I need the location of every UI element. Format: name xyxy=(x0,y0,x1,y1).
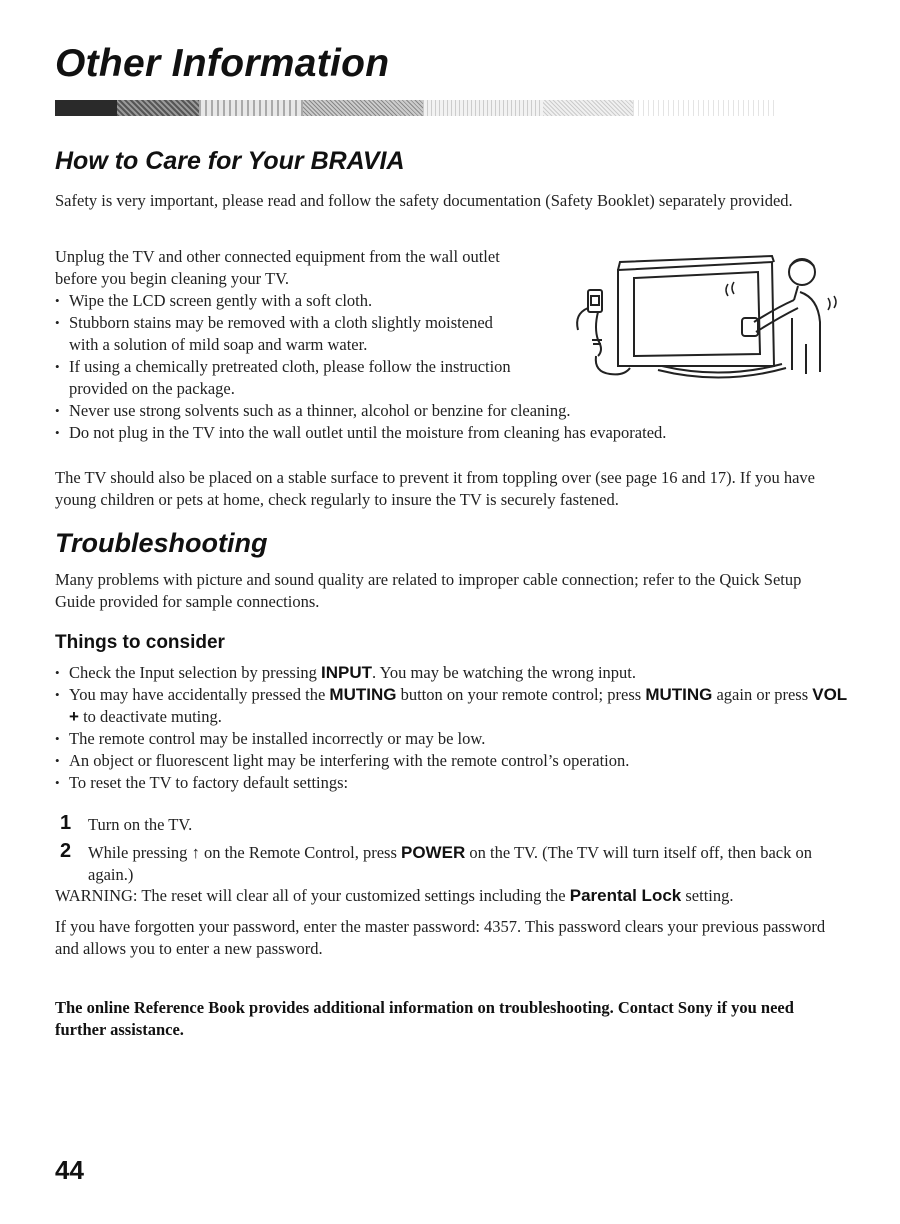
step-item: 2 While pressing ↑ on the Remote Control, press POWER on the TV. (The TV will turn itself off, then back on again.) xyxy=(60,840,812,884)
password-note: If you have forgotten your password, enter the master password: 4357. This password clears your previous password and allows you to enter a new password. xyxy=(55,917,826,958)
stable-surface-note: The TV should also be placed on a stable surface to prevent it from toppling over (see page 16 and 17). If you have young children or pets at home, check regularly to insure the TV is securely fastened. xyxy=(55,468,815,509)
tv-cleaning-illustration xyxy=(562,248,862,388)
reference-book-note: The online Reference Book provides additional information on troubleshooting. Contact Sony if you need further assistance. xyxy=(55,998,794,1039)
things-to-consider-heading: Things to consider xyxy=(55,632,225,653)
unplug-line: before you begin cleaning your TV. xyxy=(55,269,289,288)
unplug-line: Unplug the TV and other connected equipment from the wall outlet xyxy=(55,247,500,266)
parental-lock-keyword: Parental Lock xyxy=(569,886,682,905)
muting-keyword: MUTING xyxy=(645,685,713,704)
vol-plus-keyword: VOL + xyxy=(69,685,847,726)
section-title: Other Information xyxy=(55,42,390,85)
troubleshooting-intro: Many problems with picture and sound quality are related to improper cable connection; refer to the Quick Setup Guide provided for sample connections. xyxy=(55,570,802,611)
unplug-note xyxy=(55,246,555,290)
care-intro: Safety is very important, please read and follow the safety documentation (Safety Booklet) separately provided. xyxy=(55,191,793,210)
page-number: 44 xyxy=(55,1155,84,1185)
list-item: • Wipe the LCD screen gently with a soft cloth. xyxy=(55,290,855,312)
input-keyword: INPUT xyxy=(321,663,373,682)
troubleshooting-title: Troubleshooting xyxy=(55,528,268,558)
muting-keyword: MUTING xyxy=(329,685,397,704)
list-item: • An object or fluorescent light may be interfering with the remote control’s operation. xyxy=(55,750,855,772)
list-item: • Do not plug in the TV into the wall outlet until the moisture from cleaning has evaporated. xyxy=(55,422,855,444)
list-item: • Stubborn stains may be removed with a cloth slightly moistened with a solution of mild soap and warm water. xyxy=(55,312,855,356)
list-item: • You may have accidentally pressed the MUTING button on your remote control; press MUTING again or press VOL + to deactivate muting. xyxy=(55,684,855,728)
power-keyword: POWER xyxy=(401,843,466,862)
list-item: • Never use strong solvents such as a thinner, alcohol or benzine for cleaning. xyxy=(55,400,855,422)
list-item: • To reset the TV to factory default settings: xyxy=(55,772,855,794)
header-decorative-bar xyxy=(55,100,775,116)
step-item: 1 Turn on the TV. xyxy=(60,812,193,834)
consider-bullet-list xyxy=(55,662,855,794)
list-item: • Check the Input selection by pressing INPUT. You may be watching the wrong input. xyxy=(55,662,855,684)
reset-steps xyxy=(60,814,840,886)
up-arrow-icon: ↑ xyxy=(191,844,200,862)
list-item: • The remote control may be installed incorrectly or may be low. xyxy=(55,728,855,750)
list-item: • If using a chemically pretreated cloth, please follow the instruction provided on the package. xyxy=(55,356,855,400)
warning-note: WARNING: The reset will clear all of your customized settings including the Parental Lock setting. xyxy=(55,886,734,905)
care-section-title: How to Care for Your BRAVIA xyxy=(55,147,405,175)
step-number: 2 xyxy=(60,840,72,862)
step-number: 1 xyxy=(60,812,72,834)
